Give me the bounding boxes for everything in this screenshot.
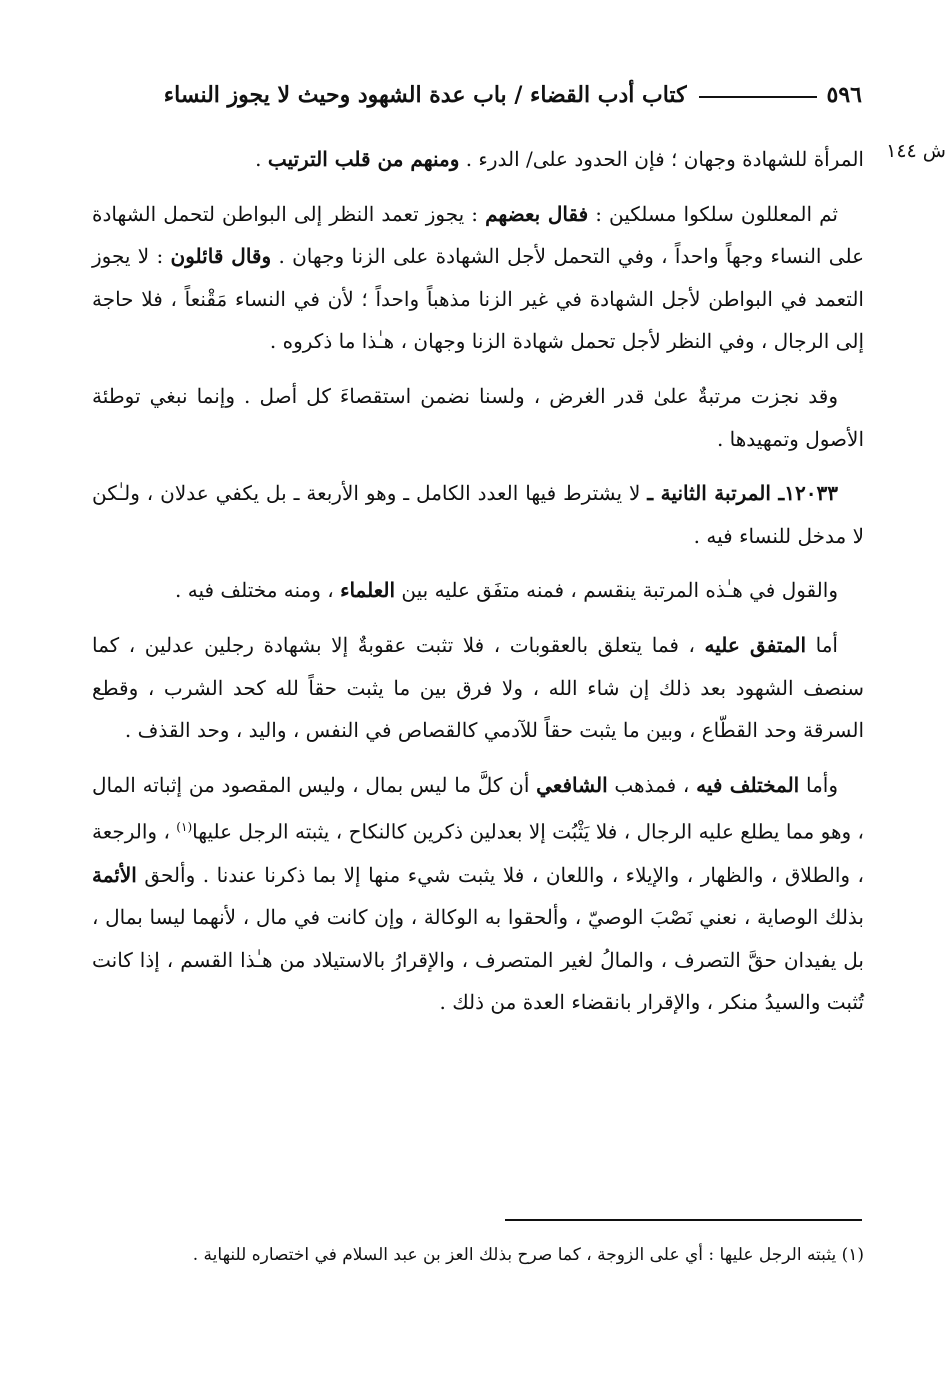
paragraph: [92, 375, 864, 460]
paragraph: [92, 569, 864, 612]
text-run: والقول في هـٰذه المرتبة ينقسم ، فمنه متفَق عليه بين: [395, 578, 838, 603]
bold-run: فقال بعضهم: [485, 201, 589, 226]
paragraph: [92, 764, 864, 1024]
paragraph-continuation: [92, 138, 864, 181]
text-run: ، ومنه مختلف فيه .: [175, 578, 341, 603]
section-heading: ١٢٠٣٣ـ المرتبة الثانية ـ: [647, 481, 838, 506]
text-run: أما: [806, 632, 838, 657]
text-run: : يجوز تعمد النظر إلى البواطن لتحمل الشهادة على النساء وجهاً واحداً ، وفي التحمل لأجل الشهادة على الزنا وجهان .: [92, 201, 865, 269]
text-run: وأما: [799, 772, 838, 797]
bold-run: ومنهم من قلب الترتيب: [267, 147, 460, 171]
text-run: .: [255, 147, 268, 171]
text-run: بذلك الوصاية ، نعني نَصْبَ الوصيّ ، وألحقوا به الوكالة ، وإن كانت في مال ، لأنهما ليسا بمال ، بل يفيدان حقَّ التصرف ، والمالُ لغير المتصرف ، والإقرارُ بالاستيلاد من هـٰذا القسم ، إذا كانت تُثبت والسيدُ منكر ، والإقرار بانقضاء العدة من ذلك .: [92, 905, 864, 1015]
section-paragraph: [92, 472, 864, 557]
bold-run: الأئمة: [92, 862, 137, 887]
text-run: أن كلَّ ما ليس بمال ، وليس المقصود من إثباته المال ، وهو مما يطلع عليه الرجال ، فلا يَثْبُت إلا بعدلين ذكرين كالنكاح ، يثبته الرجل عليها: [92, 772, 864, 844]
text-run: ثم المعللون سلكوا مسلكين :: [588, 201, 838, 226]
text-run: وقد نجزت مرتبةٌ علىٰ قدر الغرض ، ولسنا نضمن استقصاءَ كل أصل . وإنما نبغي توطئة الأصول وتمهيدها .: [92, 383, 864, 451]
text-run: : لا يجوز التعمد في البواطن لأجل الشهادة في غير الزنا مذهباً واحداً ؛ لأن في النساء مَقْنعاً ، فلا حاجة إلى الرجال ، وفي النظر لأجل تحمل شهادة الزنا وجهان ، هـٰذا ما ذكروه .: [92, 244, 864, 354]
paragraph: [92, 624, 864, 752]
header-rule: [699, 96, 817, 98]
bold-run: المتفق عليه: [704, 632, 807, 657]
running-header: [92, 82, 862, 108]
text-run: المرأة للشهادة وجهان ؛ فإن الحدود على/ الدرء .: [459, 147, 864, 171]
text-run: ، فما يتعلق بالعقوبات ، فلا تثبت عقوبةٌ إلا بشهادة رجلين عدلين ، كما سنصف الشهود بعد ذلك إن شاء الله ، ولا فرق بين ما يثبت حقاً لله كحد الشرب ، وقطع السرقة وحد القطّاع ، وبين ما يثبت حقاً للآدمي كالقصاص في النفس ، واليد ، وحد القذف .: [92, 632, 864, 743]
footnote: (١) يثبته الرجل عليها : أي على الزوجة ، كما صرح بذلك العز بن عبد السلام في اختصاره للنهاية .: [192, 1245, 864, 1265]
text-run: لا يشترط فيها العدد الكامل ـ وهو الأربعة ـ بل يكفي عدلان ، ولـٰكن لا مدخل للنساء فيه .: [92, 481, 864, 548]
margin-reference: ش ١٤٤: [886, 140, 946, 162]
bold-run: وقال قائلون: [170, 244, 272, 269]
text-run: ، والرجعة ، والطلاق ، والظهار ، والإيلاء ، واللعان ، فلا يثبت شيء منها إلا بما ذكرنا عندنا . وألحق: [92, 819, 864, 887]
bold-run: العلماء: [340, 578, 396, 603]
paragraph: [92, 193, 864, 363]
footnote-marker: (١): [176, 820, 193, 835]
header-title: كتاب أدب القضاء / باب عدة الشهود وحيث لا يجوز النساء: [163, 82, 687, 108]
bold-run: الشافعي: [536, 772, 608, 797]
page-number: ٥٩٦: [826, 82, 862, 108]
main-text: [92, 138, 864, 1024]
footnote-separator: [505, 1219, 862, 1221]
bold-run: المختلف فيه: [696, 772, 800, 797]
text-run: ، فمذهب: [607, 772, 697, 797]
